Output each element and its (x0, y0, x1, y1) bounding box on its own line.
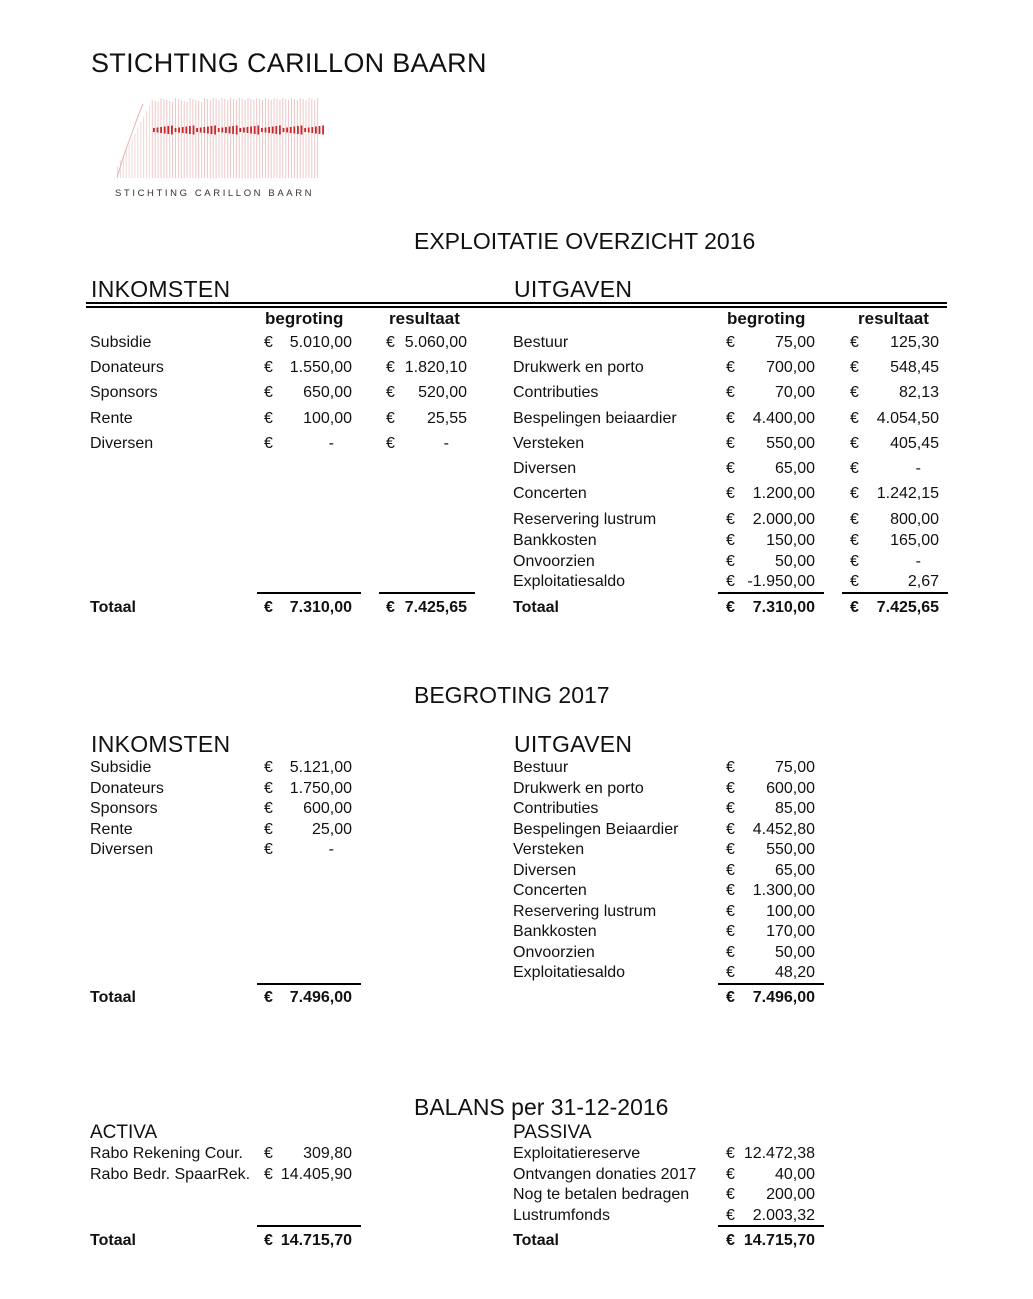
row-amount: 7.496,00 (752, 989, 815, 1006)
row-label: Diversen (513, 861, 577, 879)
income-row (90, 433, 480, 455)
row-amount: 1.200,00 (752, 485, 815, 502)
expense-row (513, 880, 833, 902)
euro-sign: € (726, 384, 735, 401)
euro-sign: € (850, 410, 859, 427)
row-label: Bankkosten (513, 532, 597, 549)
row-amount: 2.003,32 (752, 1206, 815, 1224)
euro-sign: € (726, 573, 735, 590)
passiva-total-row (513, 1230, 833, 1252)
row-amount: 150,00 (766, 532, 815, 549)
row-amount: 14.715,70 (743, 1232, 815, 1249)
row-amount: 7.496,00 (289, 989, 352, 1006)
row-label: Contributies (513, 800, 599, 817)
euro-sign: € (850, 359, 859, 376)
row-label: Totaal (90, 1232, 136, 1249)
row-amount: 520,00 (418, 384, 467, 402)
income-begroting-total-rule (257, 592, 361, 594)
row-amount: 309,80 (303, 1145, 352, 1162)
row-amount: 14.715,70 (280, 1232, 352, 1249)
passiva-row (513, 1164, 833, 1186)
row-amount: -1.950,00 (747, 573, 815, 590)
expense-begroting-header: begroting (727, 309, 806, 328)
euro-sign: € (850, 435, 859, 452)
row-amount: 7.425,65 (876, 599, 939, 616)
euro-sign: € (264, 841, 273, 859)
row-label: Versteken (513, 841, 585, 858)
expense-total-row (513, 597, 943, 619)
euro-sign: € (850, 485, 859, 502)
organization-title: STICHTING CARILLON BAARN (91, 48, 487, 78)
euro-sign: € (726, 1165, 735, 1183)
euro-sign: € (386, 409, 395, 427)
euro-sign: € (726, 553, 735, 570)
expense-begroting-total-rule (718, 592, 824, 594)
passiva-heading: PASSIVA (513, 1122, 592, 1143)
euro-sign: € (264, 759, 273, 776)
exploitatie-header-rule (86, 302, 947, 304)
euro-sign: € (726, 359, 735, 376)
euro-sign: € (726, 1232, 735, 1249)
row-amount: 4.452,80 (752, 820, 815, 838)
row-label: Bestuur (513, 334, 569, 351)
expense-row (513, 798, 833, 820)
row-amount: 7.310,00 (752, 599, 815, 616)
row-amount: - (915, 553, 921, 570)
expense-row (513, 382, 943, 404)
row-label: Exploitatiesaldo (513, 573, 626, 590)
euro-sign: € (726, 989, 735, 1006)
activa-row (90, 1143, 390, 1165)
row-label: Totaal (513, 1232, 559, 1249)
row-amount: 170,00 (766, 923, 815, 940)
expense-row (513, 551, 943, 573)
income-row (90, 757, 390, 779)
row-label: Lustrumfonds (513, 1206, 610, 1224)
euro-sign: € (264, 359, 273, 377)
row-amount: 40,00 (774, 1165, 815, 1183)
row-amount: 65,00 (774, 861, 815, 879)
euro-sign: € (726, 943, 735, 961)
row-label: Totaal (90, 989, 136, 1006)
row-label: Diversen (90, 434, 154, 452)
passiva-row (513, 1184, 833, 1206)
expense-row (513, 332, 943, 354)
row-label: Drukwerk en porto (513, 359, 644, 376)
expense-row (513, 408, 943, 430)
row-amount: 100,00 (766, 902, 815, 920)
row-amount: 405,45 (890, 435, 939, 452)
euro-sign: € (850, 334, 859, 351)
euro-sign: € (264, 409, 273, 427)
row-amount: 7.425,65 (404, 599, 467, 616)
row-amount: - (443, 434, 449, 452)
income-row (90, 778, 390, 800)
expense-row (513, 921, 833, 943)
begroting-expense-heading: UITGAVEN (514, 731, 633, 757)
income-row (90, 382, 480, 404)
euro-sign: € (726, 759, 735, 776)
euro-sign: € (726, 334, 735, 351)
row-amount: 700,00 (766, 359, 815, 376)
expense-row (513, 571, 943, 593)
income-row (90, 819, 390, 841)
row-label: Donateurs (90, 779, 164, 797)
row-amount: 25,55 (426, 409, 467, 427)
euro-sign: € (850, 599, 859, 616)
euro-sign: € (264, 989, 273, 1006)
row-label: Onvoorzien (513, 553, 595, 570)
expense-row (513, 962, 833, 984)
expense-resultaat-total-rule (842, 592, 948, 594)
row-amount: 1.550,00 (289, 359, 352, 377)
expense-row (513, 757, 833, 779)
income-row (90, 408, 480, 430)
euro-sign: € (264, 434, 273, 452)
row-amount: - (328, 841, 334, 859)
row-label: Versteken (513, 435, 585, 452)
row-label: Onvoorzien (513, 943, 595, 961)
exploitatie-header-rule-2 (86, 306, 947, 308)
begroting-income-heading: INKOMSTEN (91, 731, 231, 757)
activa-heading: ACTIVA (90, 1122, 158, 1143)
euro-sign: € (726, 902, 735, 920)
row-label: Bestuur (513, 759, 569, 776)
income-resultaat-total-rule (379, 592, 475, 594)
row-label: Rabo Rekening Cour. (90, 1145, 243, 1162)
exploitatie-expense-heading: UITGAVEN (514, 276, 633, 302)
row-label: Ontvangen donaties 2017 (513, 1165, 697, 1183)
income-begroting-header: begroting (265, 309, 344, 328)
euro-sign: € (264, 1145, 273, 1162)
euro-sign: € (386, 599, 395, 616)
euro-sign: € (726, 861, 735, 879)
row-label: Exploitatiereserve (513, 1145, 641, 1162)
activa-row (90, 1164, 390, 1186)
euro-sign: € (850, 532, 859, 549)
row-amount: 14.405,90 (280, 1165, 352, 1183)
euro-sign: € (726, 435, 735, 452)
row-amount: 5.060,00 (404, 334, 467, 351)
row-amount: - (328, 434, 334, 452)
expense-total-row (513, 987, 833, 1009)
passiva-total-rule (718, 1225, 824, 1227)
row-amount: 165,00 (890, 532, 939, 549)
euro-sign: € (726, 485, 735, 502)
row-label: Diversen (90, 841, 154, 859)
euro-sign: € (264, 1165, 273, 1183)
euro-sign: € (850, 573, 859, 590)
passiva-row (513, 1143, 833, 1165)
euro-sign: € (726, 532, 735, 549)
euro-sign: € (726, 800, 735, 817)
row-amount: 82,13 (898, 384, 939, 401)
row-amount: 70,00 (774, 384, 815, 401)
row-label: Concerten (513, 485, 587, 502)
begroting-expense-total-rule (718, 983, 824, 985)
row-amount: 5.121,00 (289, 759, 352, 776)
row-amount: 200,00 (766, 1186, 815, 1204)
row-amount: 50,00 (774, 553, 815, 570)
euro-sign: € (726, 841, 735, 858)
expense-row (513, 901, 833, 923)
row-label: Rente (90, 409, 133, 427)
euro-sign: € (726, 599, 735, 616)
row-amount: 75,00 (774, 334, 815, 351)
euro-sign: € (726, 779, 735, 797)
income-row (90, 357, 480, 379)
euro-sign: € (264, 800, 273, 818)
euro-sign: € (264, 384, 273, 402)
row-label: Rente (90, 820, 133, 838)
row-amount: 1.300,00 (752, 882, 815, 899)
carillon-logo (113, 96, 325, 206)
euro-sign: € (850, 460, 859, 477)
euro-sign: € (850, 384, 859, 401)
row-label: Subsidie (90, 759, 152, 776)
euro-sign: € (726, 410, 735, 427)
balans-title: BALANS per 31-12-2016 (414, 1094, 669, 1120)
row-amount: 800,00 (890, 511, 939, 528)
exploitatie-title: EXPLOITATIE OVERZICHT 2016 (414, 228, 756, 254)
row-amount: 4.400,00 (752, 410, 815, 427)
row-label: Subsidie (90, 334, 152, 351)
expense-row (513, 357, 943, 379)
expense-row (513, 839, 833, 861)
income-total-row (90, 597, 480, 619)
row-label: Donateurs (90, 359, 164, 377)
row-amount: 600,00 (766, 779, 815, 797)
row-amount: 25,00 (311, 820, 352, 838)
row-amount: 12.472,38 (743, 1145, 815, 1162)
expense-row (513, 819, 833, 841)
row-amount: 550,00 (766, 435, 815, 452)
euro-sign: € (726, 1186, 735, 1204)
income-row (90, 839, 390, 861)
row-label: Sponsors (90, 384, 158, 402)
expense-row (513, 860, 833, 882)
exploitatie-income-heading: INKOMSTEN (91, 276, 231, 302)
expense-row (513, 778, 833, 800)
row-amount: 2.000,00 (752, 511, 815, 528)
row-amount: 85,00 (774, 800, 815, 817)
euro-sign: € (850, 553, 859, 570)
euro-sign: € (264, 820, 273, 838)
euro-sign: € (850, 511, 859, 528)
row-label: Sponsors (90, 800, 158, 818)
expense-row (513, 509, 943, 531)
passiva-row (513, 1205, 833, 1227)
row-label: Diversen (513, 460, 577, 477)
row-amount: - (915, 460, 921, 477)
euro-sign: € (264, 779, 273, 797)
activa-total-row (90, 1230, 390, 1252)
row-amount: 50,00 (774, 943, 815, 961)
euro-sign: € (726, 1206, 735, 1224)
row-label: Rabo Bedr. SpaarRek. (90, 1165, 251, 1183)
euro-sign: € (264, 334, 273, 351)
row-amount: 125,30 (890, 334, 939, 351)
income-resultaat-header: resultaat (389, 309, 460, 328)
row-amount: 548,45 (890, 359, 939, 376)
begroting-income-total-rule (257, 983, 361, 985)
euro-sign: € (264, 599, 273, 616)
euro-sign: € (726, 1145, 735, 1162)
row-amount: 650,00 (303, 384, 352, 402)
row-amount: 600,00 (303, 800, 352, 818)
row-label: Contributies (513, 384, 599, 401)
row-amount: 4.054,50 (876, 410, 939, 427)
expense-row (513, 458, 943, 480)
expense-row (513, 530, 943, 552)
row-amount: 65,00 (774, 460, 815, 477)
euro-sign: € (264, 1232, 273, 1249)
euro-sign: € (726, 964, 735, 981)
activa-total-rule (257, 1225, 361, 1227)
row-amount: 75,00 (774, 759, 815, 776)
euro-sign: € (386, 434, 395, 452)
carillon-logo-graphic (113, 96, 325, 186)
row-label: Drukwerk en porto (513, 779, 644, 797)
expense-row (513, 433, 943, 455)
expense-row (513, 942, 833, 964)
euro-sign: € (386, 384, 395, 402)
row-label: Concerten (513, 882, 587, 899)
income-row (90, 798, 390, 820)
euro-sign: € (726, 460, 735, 477)
row-amount: 1.820,10 (404, 359, 467, 377)
row-amount: 7.310,00 (289, 599, 352, 616)
begroting-title: BEGROTING 2017 (414, 682, 610, 708)
expense-resultaat-header: resultaat (858, 309, 929, 328)
euro-sign: € (386, 359, 395, 377)
row-label: Reservering lustrum (513, 902, 657, 920)
row-amount: 1.242,15 (876, 485, 939, 502)
euro-sign: € (726, 511, 735, 528)
row-label: Nog te betalen bedragen (513, 1186, 690, 1204)
row-amount: 5.010,00 (289, 334, 352, 351)
euro-sign: € (726, 820, 735, 838)
row-amount: 550,00 (766, 841, 815, 858)
row-amount: 100,00 (303, 409, 352, 427)
euro-sign: € (386, 334, 395, 351)
income-row (90, 332, 480, 354)
euro-sign: € (726, 882, 735, 899)
row-label: Bespelingen beiaardier (513, 410, 677, 427)
income-total-row (90, 987, 390, 1009)
expense-row (513, 483, 943, 505)
row-label: Exploitatiesaldo (513, 964, 626, 981)
row-amount: 1.750,00 (289, 779, 352, 797)
row-label: Totaal (513, 599, 559, 616)
row-label: Totaal (90, 599, 136, 616)
logo-text: STICHTING CARILLON BAARN (115, 188, 315, 199)
row-label: Bespelingen Beiaardier (513, 820, 679, 838)
row-label: Bankkosten (513, 923, 597, 940)
row-amount: 2,67 (907, 573, 939, 590)
row-label: Reservering lustrum (513, 511, 657, 528)
row-amount: 48,20 (774, 964, 815, 981)
euro-sign: € (726, 923, 735, 940)
